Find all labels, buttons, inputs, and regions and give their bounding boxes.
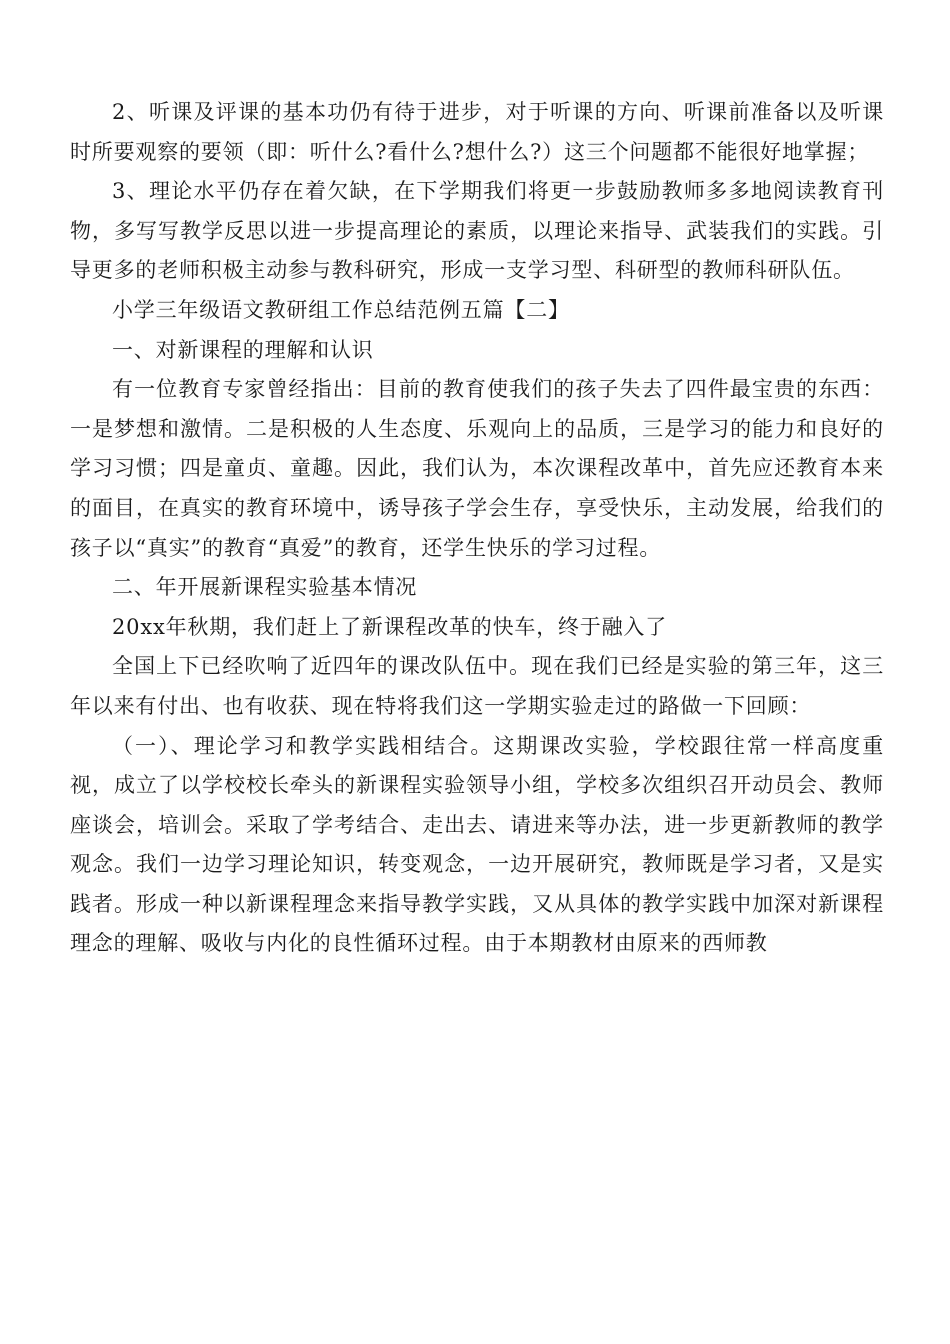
subsection-heading-experiment: 二、年开展新课程实验基本情况 [112, 575, 418, 600]
paragraph-autumn-start: 20xx年秋期，我们赶上了新课程改革的快车，终于融入了 [112, 614, 668, 639]
subsection-heading-understanding: 一、对新课程的理解和认识 [112, 337, 374, 362]
paragraph-theory-level: 3、理论水平仍存在着欠缺，在下学期我们将更一步鼓励教师多多地阅读教育刊物，多写写教学反思以进一步提高理论的素质，以理论来指导、武装我们的实践。引导更多的老师积极主动参与教科研究，形成一支学习型、科研型的教师科研队伍。 [70, 179, 884, 283]
paragraph-expert-quote: 有一位教育专家曾经指出：目前的教育使我们的孩子失去了四件最宝贵的东西：一是梦想和激情。二是积极的人生态度、乐观向上的品质，三是学习的能力和良好的学习习惯；四是童贞、童趣。因此，我们认为，本次课程改革中，首先应还教育本来的面目，在真实的教育环境中，诱导孩子学会生存，享受快乐，主动发展，给我们的孩子以“真实”的教育“真爱”的教育，还学生快乐的学习过程。 [70, 377, 884, 560]
paragraph-review: 全国上下已经吹响了近四年的课改队伍中。现在我们已经是实验的第三年，这三年以来有付出、也有收获、现在特将我们这一学期实验走过的路做一下回顾： [70, 654, 884, 718]
paragraph-listening-skills: 2、听课及评课的基本功仍有待于进步，对于听课的方向、听课前准备以及听课时所要观察的要领（即：听什么?看什么?想什么?）这三个问题都不能很好地掌握； [70, 100, 884, 164]
document-body [70, 93, 884, 964]
section-title: 小学三年级语文教研组工作总结范例五篇【二】 [112, 297, 570, 322]
paragraph-theory-practice: （一）、理论学习和教学实践相结合。这期课改实验，学校跟往常一样高度重视，成立了以学校校长牵头的新课程实验领导小组，学校多次组织召开动员会、教师座谈会，培训会。采取了学考结合、走出去、请进来等办法，进一步更新教师的教学观念。我们一边学习理论知识，转变观念，一边开展研究，教师既是学习者，又是实践者。形成一种以新课程理念来指导教学实践，又从具体的教学实践中加深对新课程理念的理解、吸收与内化的良性循环过程。由于本期教材由原来的西师教 [70, 733, 884, 956]
